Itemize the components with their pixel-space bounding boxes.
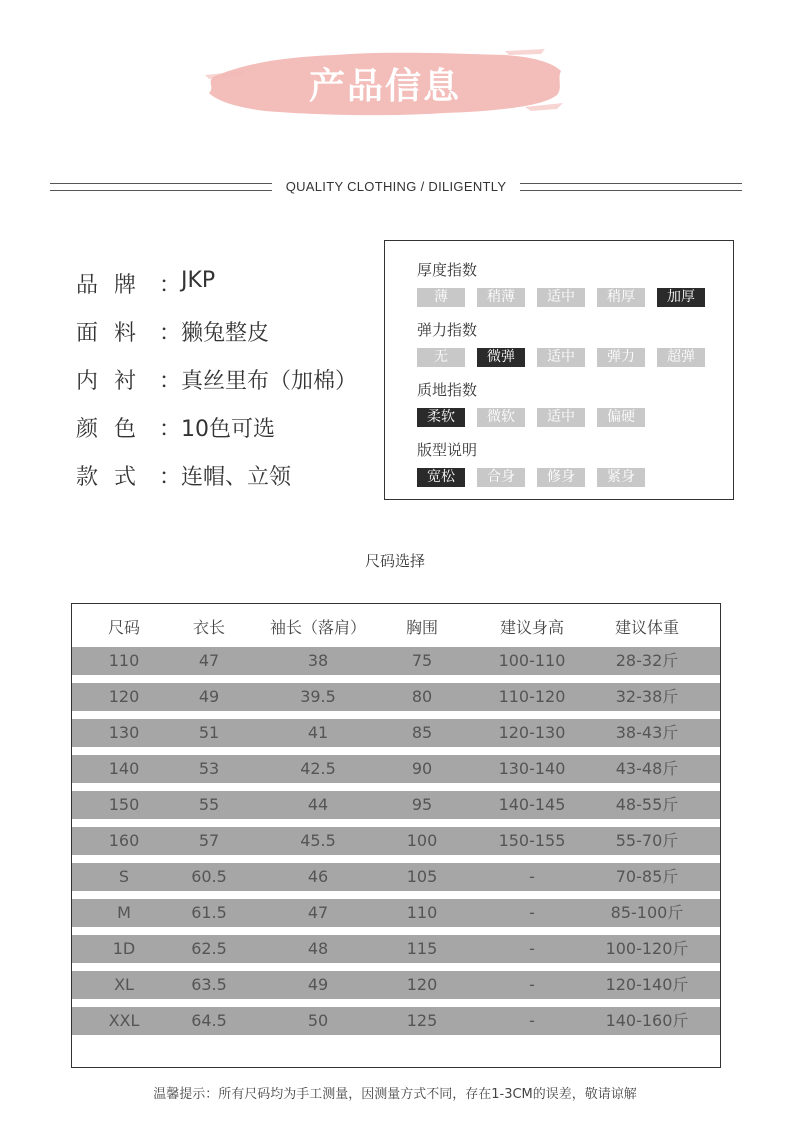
table-cell: 49 xyxy=(307,975,329,994)
page-title: 产品信息 xyxy=(308,65,461,107)
table-cell: 105 xyxy=(406,867,438,886)
spec-label-char: 面 xyxy=(76,321,99,346)
spec-label-char: 牌 xyxy=(113,273,136,298)
table-row xyxy=(72,863,720,891)
table-cell: 48 xyxy=(307,939,329,958)
spec-value: 獭兔整皮 xyxy=(181,321,270,346)
divider-line-left xyxy=(50,183,272,191)
table-cell: 41 xyxy=(307,723,329,742)
table-cell: 120 xyxy=(406,975,438,994)
index-title-thickness: 厚度指数 xyxy=(417,261,478,279)
index-chip: 偏硬 xyxy=(597,408,645,427)
table-cell: 1D xyxy=(112,939,136,958)
index-chip: 修身 xyxy=(537,468,585,487)
table-cell: - xyxy=(529,975,535,994)
table-cell: 75 xyxy=(411,651,433,670)
table-cell: 39.5 xyxy=(300,687,336,706)
table-cell: 49 xyxy=(198,687,220,706)
table-cell: 57 xyxy=(198,831,220,850)
table-cell: 125 xyxy=(406,1011,438,1030)
size-table xyxy=(71,603,721,1068)
table-cell: 160 xyxy=(108,831,140,850)
spec-row-material xyxy=(76,316,357,364)
index-chip: 稍薄 xyxy=(477,288,525,307)
table-cell: - xyxy=(529,903,535,922)
table-cell: 51 xyxy=(198,723,220,742)
table-cell: 140-145 xyxy=(498,795,566,814)
table-cell: 38-43斤 xyxy=(615,723,679,742)
table-cell: 48-55斤 xyxy=(615,795,679,814)
spec-label-char: 款 xyxy=(76,465,99,490)
table-row xyxy=(72,791,720,819)
table-cell: 95 xyxy=(411,795,433,814)
product-specs xyxy=(76,268,357,508)
table-cell: S xyxy=(118,867,130,886)
index-options-fit xyxy=(417,468,657,487)
spec-label-char: 式 xyxy=(113,465,136,490)
table-cell: - xyxy=(529,939,535,958)
table-cell: 62.5 xyxy=(191,939,227,958)
index-chip: 无 xyxy=(417,348,465,367)
table-cell: 32-38斤 xyxy=(615,687,679,706)
index-chip: 紧身 xyxy=(597,468,645,487)
index-chip-selected: 宽松 xyxy=(417,468,465,487)
spec-row-color xyxy=(76,412,357,460)
table-cell: 100-120斤 xyxy=(605,939,689,958)
table-row xyxy=(72,899,720,927)
table-cell: 55-70斤 xyxy=(615,831,679,850)
index-chip-selected: 加厚 xyxy=(657,288,705,307)
table-cell: M xyxy=(117,903,131,922)
spec-colon: ： xyxy=(158,369,181,394)
table-cell: XXL xyxy=(108,1011,140,1030)
table-cell: 38 xyxy=(307,651,329,670)
table-cell: 110-120 xyxy=(498,687,566,706)
table-cell: 55 xyxy=(198,795,220,814)
spec-label-char: 衬 xyxy=(113,369,136,394)
spec-label-char: 品 xyxy=(76,273,99,298)
index-options-elasticity xyxy=(417,348,717,367)
divider-line-right xyxy=(520,183,742,191)
index-chip: 适中 xyxy=(537,288,585,307)
table-row xyxy=(72,971,720,999)
table-cell: - xyxy=(529,867,535,886)
table-row xyxy=(72,647,720,675)
index-chip: 稍厚 xyxy=(597,288,645,307)
table-header-row xyxy=(72,608,720,648)
table-cell: 150-155 xyxy=(498,831,566,850)
index-options-texture xyxy=(417,408,657,427)
table-cell: 64.5 xyxy=(191,1011,227,1030)
table-cell: 140 xyxy=(108,759,140,778)
table-header-cell: 衣长 xyxy=(192,618,225,637)
spec-value: 10色可选 xyxy=(181,417,275,442)
index-chip: 适中 xyxy=(537,408,585,427)
index-chip: 合身 xyxy=(477,468,525,487)
table-cell: 50 xyxy=(307,1011,329,1030)
table-cell: 45.5 xyxy=(300,831,336,850)
index-options-thickness xyxy=(417,288,717,307)
table-cell: 85 xyxy=(411,723,433,742)
table-cell: XL xyxy=(114,975,134,994)
index-title-texture: 质地指数 xyxy=(417,381,478,399)
table-header-cell: 建议身高 xyxy=(499,618,564,637)
table-header-cell: 尺码 xyxy=(107,618,140,637)
spec-label-char: 料 xyxy=(113,321,136,346)
divider-text: QUALITY CLOTHING / DILIGENTLY xyxy=(285,179,507,194)
spec-value: JKP xyxy=(181,268,216,293)
spec-row-brand xyxy=(76,268,357,316)
table-cell: 100-110 xyxy=(498,651,566,670)
table-cell: 130 xyxy=(108,723,140,742)
spec-colon: ： xyxy=(158,417,181,442)
table-cell: 28-32斤 xyxy=(615,651,679,670)
table-cell: 53 xyxy=(198,759,220,778)
table-cell: 140-160斤 xyxy=(605,1011,689,1030)
spec-colon: ： xyxy=(158,273,181,298)
table-cell: - xyxy=(529,1011,535,1030)
table-cell: 60.5 xyxy=(191,867,227,886)
index-chip: 弹力 xyxy=(597,348,645,367)
index-chip: 薄 xyxy=(417,288,465,307)
index-chip: 超弹 xyxy=(657,348,705,367)
table-cell: 47 xyxy=(307,903,329,922)
table-row xyxy=(72,755,720,783)
table-header-cell: 建议体重 xyxy=(614,618,679,637)
index-chip-selected: 柔软 xyxy=(417,408,465,427)
fabric-index-box xyxy=(384,240,734,500)
table-row xyxy=(72,719,720,747)
spec-colon: ： xyxy=(158,321,181,346)
index-chip-selected: 微弹 xyxy=(477,348,525,367)
table-cell: 85-100斤 xyxy=(610,903,684,922)
table-header-cell: 胸围 xyxy=(405,618,438,637)
spec-value: 真丝里布（加棉） xyxy=(181,369,358,394)
table-cell: 70-85斤 xyxy=(615,867,679,886)
spec-value: 连帽、立领 xyxy=(181,465,292,490)
table-cell: 110 xyxy=(406,903,438,922)
table-cell: 100 xyxy=(406,831,438,850)
spec-row-style xyxy=(76,460,357,508)
table-row xyxy=(72,683,720,711)
table-cell: 150 xyxy=(108,795,140,814)
table-cell: 46 xyxy=(307,867,329,886)
table-header-cell: 袖长（落肩） xyxy=(269,618,366,637)
index-title-fit: 版型说明 xyxy=(417,441,478,459)
table-cell: 42.5 xyxy=(300,759,336,778)
spec-row-lining xyxy=(76,364,357,412)
table-cell: 120-130 xyxy=(498,723,566,742)
spec-label-char: 颜 xyxy=(76,417,99,442)
table-cell: 43-48斤 xyxy=(615,759,679,778)
table-cell: 115 xyxy=(406,939,438,958)
index-chip: 微软 xyxy=(477,408,525,427)
table-cell: 90 xyxy=(411,759,433,778)
index-chip: 适中 xyxy=(537,348,585,367)
section-divider xyxy=(50,180,742,194)
table-cell: 120 xyxy=(108,687,140,706)
table-row xyxy=(72,1007,720,1035)
table-cell: 80 xyxy=(411,687,433,706)
measurement-note: 温馨提示：所有尺码均为手工测量，因测量方式不同，存在1-3CM的误差，敬请谅解 xyxy=(153,1087,637,1102)
table-cell: 110 xyxy=(108,651,140,670)
table-cell: 130-140 xyxy=(498,759,566,778)
index-title-elasticity: 弹力指数 xyxy=(417,321,478,339)
table-cell: 44 xyxy=(307,795,329,814)
size-section-title: 尺码选择 xyxy=(364,552,425,570)
table-cell: 120-140斤 xyxy=(605,975,689,994)
table-row xyxy=(72,935,720,963)
table-cell: 63.5 xyxy=(191,975,227,994)
spec-label-char: 内 xyxy=(76,369,99,394)
spec-colon: ： xyxy=(158,465,181,490)
table-row xyxy=(72,827,720,855)
table-cell: 47 xyxy=(198,651,220,670)
spec-label-char: 色 xyxy=(113,417,136,442)
table-cell: 61.5 xyxy=(191,903,227,922)
